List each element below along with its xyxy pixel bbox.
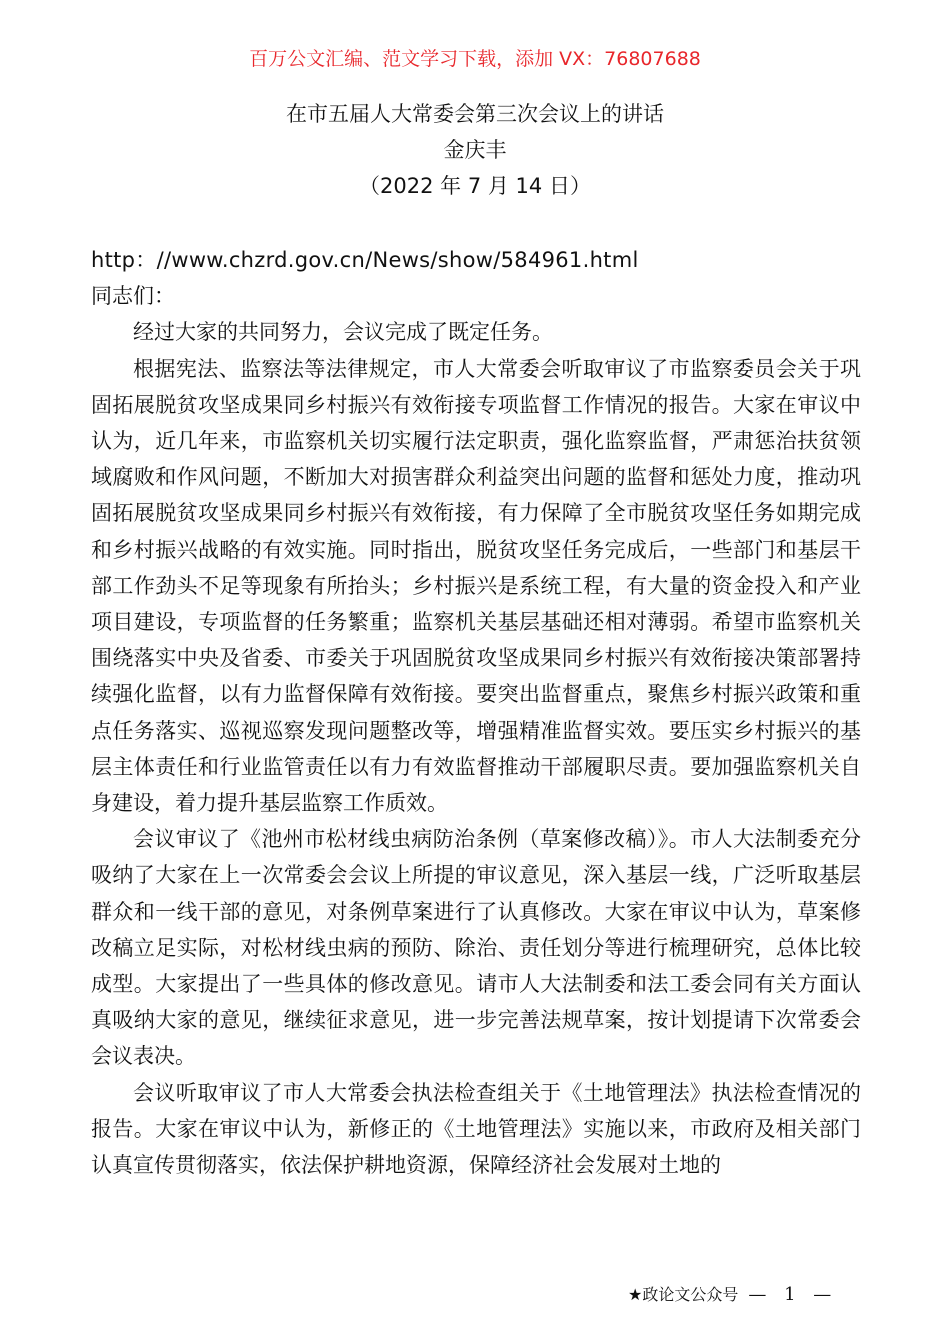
paragraph: 根据宪法、监察法等法律规定，市人大常委会听取审议了市监察委员会关于巩固拓展脱贫攻坚成果同乡村振兴有效衔接专项监督工作情况的报告。大家在审议中认为，近几年来，市监察机关切实履行法定职责，强化监察监督，严肃惩治扶贫领域腐败和作风问题，不断加大对损害群众利益突出问题的监督和惩处力度，推动巩固拓展脱贫攻坚成果同乡村振兴有效衔接，有力保障了全市脱贫攻坚任务如期完成和乡村振兴战略的有效实施。同时指出，脱贫攻坚任务完成后，一些部门和基层干部工作劲头不足等现象有所抬头；乡村振兴是系统工程，有大量的资金投入和产业项目建设，专项监督的任务繁重；监察机关基层基础还相对薄弱。希望市监察机关围绕落实中央及省委、市委关于巩固脱贫攻坚成果同乡村振兴有效衔接决策部署持续强化监督，以有力监督保障有效衔接。要突出监督重点，聚焦乡村振兴政策和重点任务落实、巡视巡察发现问题整改等，增强精准监督实效。要压实乡村振兴的基层主体责任和行业监管责任以有力有效监督推动干部履职尽责。要加强监察机关自身建设，着力提升基层监察工作质效。 xyxy=(91,356,861,816)
document-body xyxy=(91,242,861,1183)
document-author: 金庆丰 xyxy=(443,138,507,162)
paragraph: 会议听取审议了市人大常委会执法检查组关于《土地管理法》执法检查情况的报告。大家在审议中认为，新修正的《土地管理法》实施以来，市政府及相关部门认真宣传贯彻落实，依法保护耕地资源，保障经济社会发展对土地的 xyxy=(91,1080,861,1178)
salutation: 同志们： xyxy=(91,284,175,309)
footer-watermark: ★政论文公众号 xyxy=(628,1285,739,1304)
paragraph: 会议审议了《池州市松材线虫病防治条例（草案修改稿）》。市人大法制委充分吸纳了大家在上一次常委会会议上所提的审议意见，深入基层一线，广泛听取基层群众和一线干部的意见，对条例草案进行了认真修改。大家在审议中认为，草案修改稿立足实际，对松材线虫病的预防、除治、责任划分等进行梳理研究，总体比较成型。大家提出了一些具体的修改意见。请市人大法制委和法工委会同有关方面认真吸纳大家的意见，继续征求意见，进一步完善法规草案，按计划提请下次常委会会议表决。 xyxy=(91,827,861,1069)
page-footer xyxy=(628,1280,837,1310)
document-date: （2022 年 7 月 14 日） xyxy=(359,174,591,198)
document-title: 在市五届人大常委会第三次会议上的讲话 xyxy=(286,102,664,126)
download-banner: 百万公文汇编、范文学习下载，添加 VX：76807688 xyxy=(249,48,701,70)
source-url: http：//www.chzrd.gov.cn/News/show/584961.html xyxy=(91,248,639,272)
paragraph: 经过大家的共同努力，会议完成了既定任务。 xyxy=(133,320,553,345)
page-number: — 1 — xyxy=(748,1284,838,1305)
